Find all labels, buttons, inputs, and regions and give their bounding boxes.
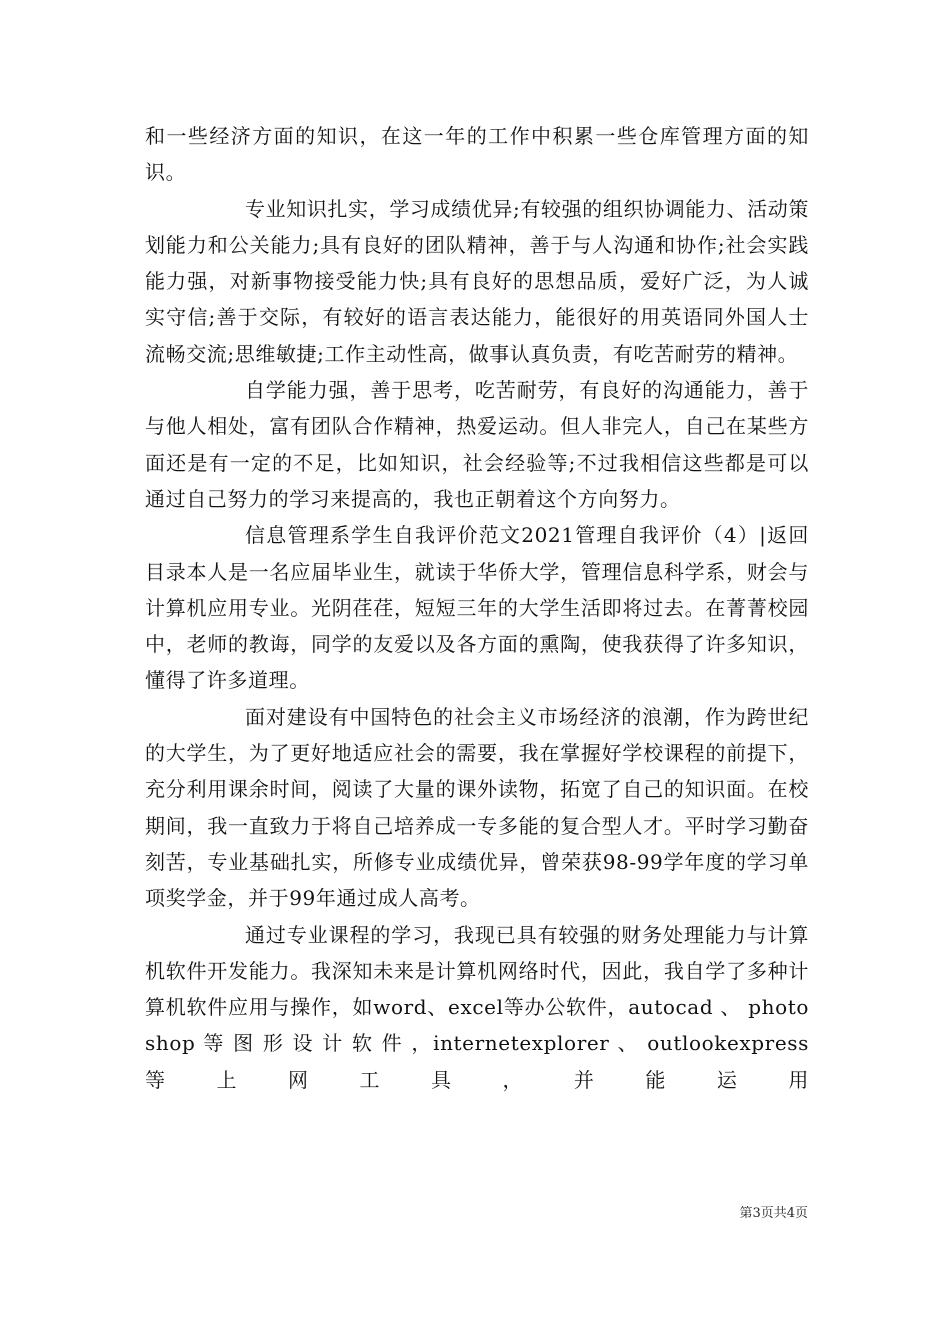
paragraph-4: 信息管理系学生自我评价范文2021管理自我评价（4）|返回目录本人是一名应届毕业生，就读于华侨大学，管理信息科学系，财会与计算机应用专业。光阴荏荏，短短三年的大学生活即将过去。在菁菁校园中，老师的教诲，同学的友爱以及各方面的熏陶，使我获得了许多知识，懂得了许多道理。 <box>145 523 809 693</box>
paragraph-6: 通过专业课程的学习，我现已具有较强的财务处理能力与计算机软件开发能力。我深知未来是计算机网络时代，因此，我自学了多种计算机软件应用与操作，如word、excel等办公软件，autocad 、 photoshop 等 图 形 设 计 软 件 ，internetexplorer 、 outlookexpress 等 上 网 工 具 ， 并 能 运 用 <box>145 922 809 1092</box>
paragraph-5: 面对建设有中国特色的社会主义市场经济的浪潮，作为跨世纪的大学生，为了更好地适应社会的需要，我在掌握好学校课程的前提下，充分利用课余时间，阅读了大量的课外读物，拓宽了自己的知识面。在校期间，我一直致力于将自己培养成一专多能的复合型人才。平时学习勤奋刻苦，专业基础扎实，所修专业成绩优异，曾荣获98-99学年度的学习单项奖学金，并于99年通过成人高考。 <box>145 704 809 911</box>
page-number-footer: 第3页共4页 <box>739 1206 808 1221</box>
paragraph-2: 专业知识扎实，学习成绩优异;有较强的组织协调能力、活动策划能力和公关能力;具有良好的团队精神，善于与人沟通和协作;社会实践能力强，对新事物接受能力快;具有良好的思想品质，爱好广泛，为人诚实守信;善于交际，有较好的语言表达能力，能很好的用英语同外国人士流畅交流;思维敏捷;工作主动性高，做事认真负责，有吃苦耐劳的精神。 <box>145 196 809 366</box>
paragraph-3: 自学能力强，善于思考，吃苦耐劳，有良好的沟通能力，善于与他人相处，富有团队合作精神，热爱运动。但人非完人，自己在某些方面还是有一定的不足，比如知识，社会经验等;不过我相信这些都是可以通过自己努力的学习来提高的，我也正朝着这个方向努力。 <box>145 378 809 511</box>
document-body <box>145 118 809 1098</box>
paragraph-1: 和一些经济方面的知识，在这一年的工作中积累一些仓库管理方面的知识。 <box>145 124 809 185</box>
